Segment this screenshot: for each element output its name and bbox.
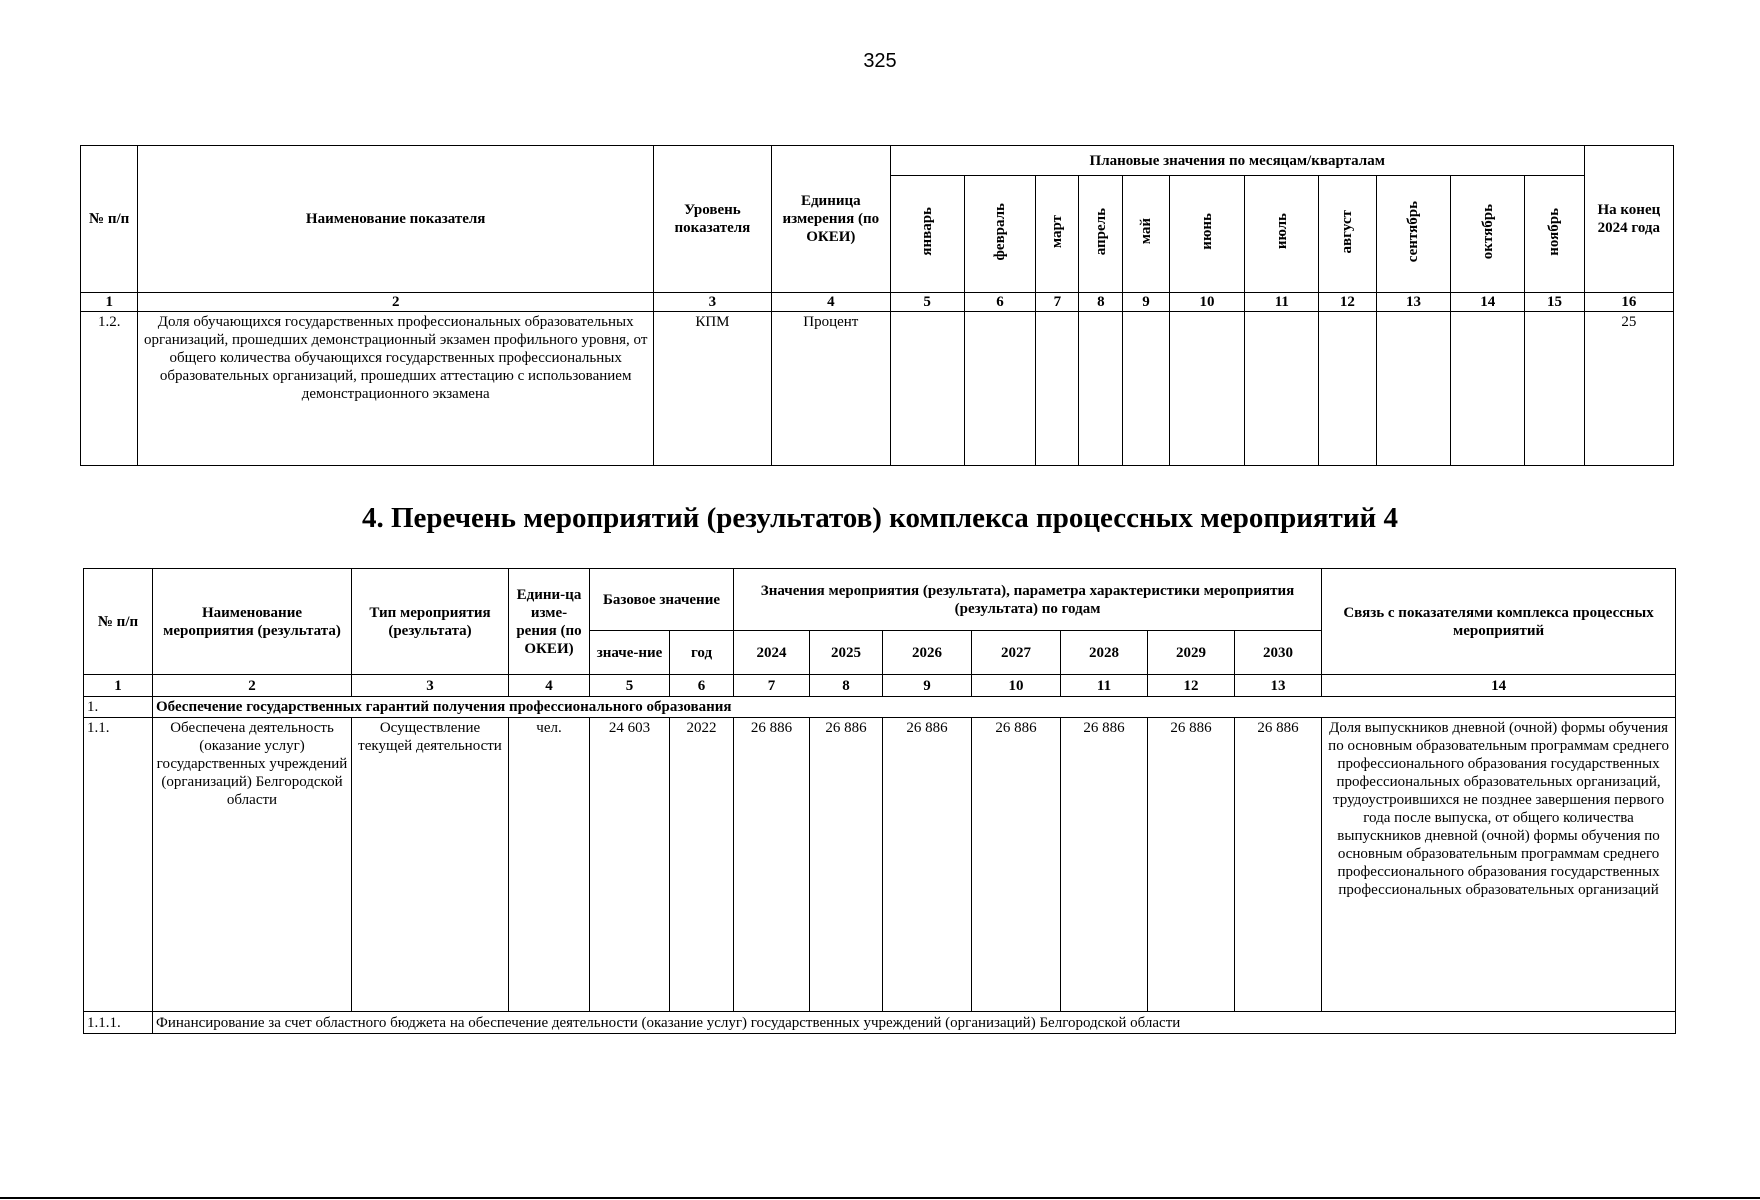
t1-month-header: апрель — [1079, 176, 1123, 293]
t2-financing-text: Финансирование за счет областного бюджета на обеспечение деятельности (оказание услуг) государственных учреждений (организаций) Белгородской области — [153, 1012, 1676, 1034]
t1-col-number: 4 — [771, 293, 890, 312]
page-number: 325 — [863, 50, 897, 72]
t2-header-base: Базовое значение — [590, 569, 734, 631]
t1-month-cell — [1123, 312, 1169, 466]
t2-row-year-value: 26 886 — [734, 718, 810, 1012]
t2-row-num: 1.1. — [84, 718, 153, 1012]
t2-year-header: 2024 — [734, 631, 810, 675]
t1-header-num: № п/п — [81, 146, 138, 293]
t1-col-number: 3 — [653, 293, 771, 312]
t1-row-num: 1.2. — [81, 312, 138, 466]
t1-col-number: 11 — [1245, 293, 1319, 312]
t1-month-header: май — [1123, 176, 1169, 293]
t1-col-number: 1 — [81, 293, 138, 312]
t2-year-header: 2027 — [972, 631, 1061, 675]
indicators-table — [80, 145, 1674, 466]
t2-header-base-year: год — [670, 631, 734, 675]
page-bottom-rule — [0, 1197, 1760, 1199]
table-row — [81, 312, 1674, 466]
t1-col-number: 16 — [1584, 293, 1673, 312]
t2-row-year-value: 26 886 — [1235, 718, 1322, 1012]
t1-col-number: 12 — [1319, 293, 1376, 312]
t1-month-cell — [1169, 312, 1245, 466]
t1-col-number: 6 — [964, 293, 1036, 312]
t1-month-cell — [1319, 312, 1376, 466]
t2-row-link: Доля выпускников дневной (очной) формы обучения по основным образовательным программам среднего профессионального образования государственных профессиональных образовательных организаций, трудоустроившихся не позднее завершения первого года после выпуска, от общего количества выпускников дневной (очной) формы обучения по основным образовательным программам среднего профессионального образования государственных профессиональных образовательных организаций — [1322, 718, 1676, 1012]
t1-month-cell — [1451, 312, 1525, 466]
t2-col-number: 9 — [883, 675, 972, 697]
t2-col-number: 12 — [1148, 675, 1235, 697]
t2-section-num: 1. — [84, 697, 153, 718]
t1-row-level: КПМ — [653, 312, 771, 466]
t2-col-number: 11 — [1061, 675, 1148, 697]
activities-table — [83, 568, 1676, 1034]
t1-header-unit: Единица измерения (по ОКЕИ) — [771, 146, 890, 293]
t2-row-year-value: 26 886 — [810, 718, 883, 1012]
t2-col-number: 14 — [1322, 675, 1676, 697]
t1-row-unit: Процент — [771, 312, 890, 466]
t1-month-header: сентябрь — [1376, 176, 1451, 293]
t2-year-header: 2028 — [1061, 631, 1148, 675]
t1-col-number: 13 — [1376, 293, 1451, 312]
t2-row-name: Обеспечена деятельность (оказание услуг) государственных учреждений (организаций) Белгородской области — [153, 718, 352, 1012]
t1-header-name: Наименование показателя — [138, 146, 654, 293]
t1-month-header: февраль — [964, 176, 1036, 293]
t1-month-header: июнь — [1169, 176, 1245, 293]
t2-row-type: Осуществление текущей деятельности — [352, 718, 509, 1012]
t2-section-title: Обеспечение государственных гарантий получения профессионального образования — [153, 697, 1676, 718]
table-row — [84, 718, 1676, 1012]
t1-month-header: январь — [890, 176, 964, 293]
t2-col-number: 4 — [509, 675, 590, 697]
t2-col-number: 8 — [810, 675, 883, 697]
t2-row-unit: чел. — [509, 718, 590, 1012]
t2-col-number: 6 — [670, 675, 734, 697]
t1-month-header: август — [1319, 176, 1376, 293]
t1-month-cell — [1376, 312, 1451, 466]
t2-row-base-year: 2022 — [670, 718, 734, 1012]
t2-col-number: 10 — [972, 675, 1061, 697]
t2-header-values-group: Значения мероприятия (результата), параметра характеристики мероприятия (результата) по годам — [734, 569, 1322, 631]
t2-row-year-value: 26 886 — [972, 718, 1061, 1012]
t2-col-number: 3 — [352, 675, 509, 697]
table-row — [84, 1012, 1676, 1034]
t2-year-header: 2030 — [1235, 631, 1322, 675]
t1-col-number: 9 — [1123, 293, 1169, 312]
t1-month-cell — [1245, 312, 1319, 466]
t1-header-end: На конец 2024 года — [1584, 146, 1673, 293]
t1-month-cell — [1036, 312, 1079, 466]
t2-header-link: Связь с показателями комплекса процессных мероприятий — [1322, 569, 1676, 675]
t1-col-number: 7 — [1036, 293, 1079, 312]
t2-header-type: Тип мероприятия (результата) — [352, 569, 509, 675]
t2-row-year-value: 26 886 — [1061, 718, 1148, 1012]
table-row — [84, 697, 1676, 718]
t1-month-header: июль — [1245, 176, 1319, 293]
t2-header-num: № п/п — [84, 569, 153, 675]
t1-col-number: 2 — [138, 293, 654, 312]
t1-month-header: октябрь — [1451, 176, 1525, 293]
t1-month-cell — [964, 312, 1036, 466]
t1-month-header: март — [1036, 176, 1079, 293]
t2-col-number: 1 — [84, 675, 153, 697]
t1-row-end-value: 25 — [1584, 312, 1673, 466]
t1-header-level: Уровень показателя — [653, 146, 771, 293]
t2-row-year-value: 26 886 — [883, 718, 972, 1012]
t2-header-base-value: значе-ние — [590, 631, 670, 675]
t1-col-number: 10 — [1169, 293, 1245, 312]
t2-col-number: 2 — [153, 675, 352, 697]
t1-col-number: 5 — [890, 293, 964, 312]
t2-year-header: 2029 — [1148, 631, 1235, 675]
t1-month-cell — [890, 312, 964, 466]
t1-month-cell — [1079, 312, 1123, 466]
t1-header-plan-group: Плановые значения по месяцам/кварталам — [890, 146, 1584, 176]
t2-year-header: 2026 — [883, 631, 972, 675]
t1-col-number: 8 — [1079, 293, 1123, 312]
t1-col-number: 15 — [1525, 293, 1585, 312]
t2-header-unit: Едини-ца изме-рения (по ОКЕИ) — [509, 569, 590, 675]
section-title: 4. Перечень мероприятий (результатов) комплекса процессных мероприятий 4 — [361, 502, 1399, 534]
t2-row-year-value: 26 886 — [1148, 718, 1235, 1012]
t1-month-header: ноябрь — [1525, 176, 1585, 293]
t2-row-base-value: 24 603 — [590, 718, 670, 1012]
t2-col-number: 5 — [590, 675, 670, 697]
t2-col-number: 13 — [1235, 675, 1322, 697]
t1-month-cell — [1525, 312, 1585, 466]
t1-col-number: 14 — [1451, 293, 1525, 312]
t2-financing-num: 1.1.1. — [84, 1012, 153, 1034]
t1-row-name: Доля обучающихся государственных профессиональных образовательных организаций, прошедших демонстрационный экзамен профильного уровня, от общего количества обучающихся государственных профессиональных образовательных организаций, прошедших аттестацию с использованием демонстрационного экзамена — [138, 312, 654, 466]
t2-header-name: Наименование мероприятия (результата) — [153, 569, 352, 675]
t2-year-header: 2025 — [810, 631, 883, 675]
t2-col-number: 7 — [734, 675, 810, 697]
